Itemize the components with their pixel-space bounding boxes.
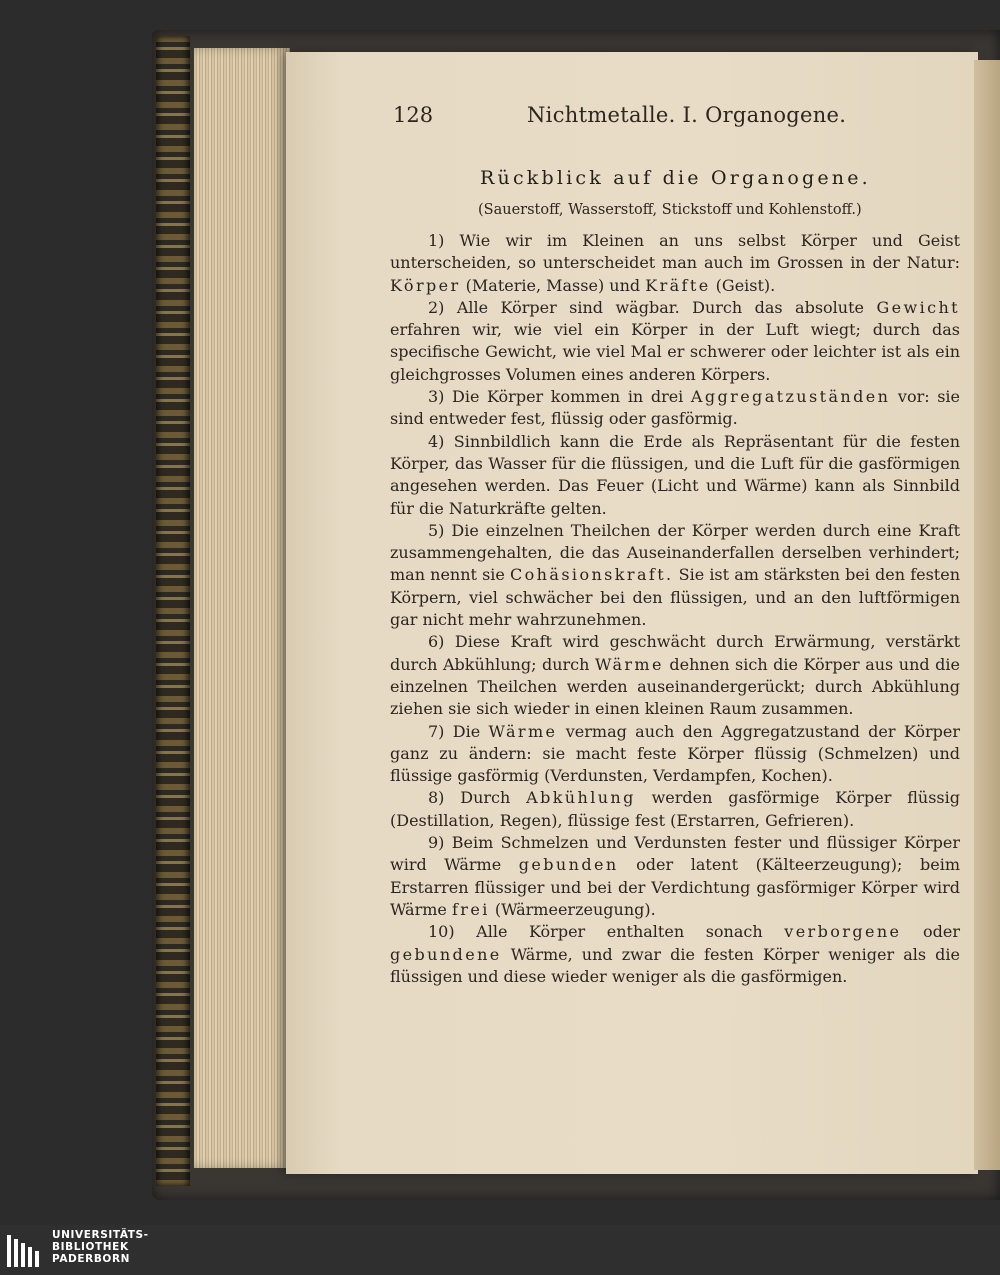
paragraph-text: (Wärmeerzeugung). <box>489 899 656 919</box>
paragraph-text: werden gasförmige Körper flüssig (Destillation, Regen), flüssige fest (Erstarren, Gefrieren). <box>390 788 960 830</box>
emphasized-term: gebunden <box>518 855 619 875</box>
section-subtitle: (Sauerstoff, Wasserstoff, Stickstoff und Kohlenstoff.) <box>478 202 862 218</box>
body-text <box>390 230 960 988</box>
paragraph-text: oder <box>901 922 960 942</box>
paragraph-text: (Materie, Masse) und <box>460 275 646 295</box>
emphasized-term: Gewicht <box>876 297 960 317</box>
paragraph-text: oder latent (Kälteerzeugung); beim Erstarren flüssiger und bei der Verdichtung gasförmiger Körper wird Wärme <box>390 855 961 919</box>
paragraph-text: Wärme, und zwar die festen Körper weniger als die flüssigen und diese wieder weniger als die gasförmigen. <box>390 944 960 986</box>
paragraph <box>390 520 960 631</box>
emphasized-term: verborgene <box>784 922 902 942</box>
paragraph-text: vermag auch den Aggregatzustand der Körper ganz zu ändern: sie macht feste Körper flüssig (Schmelzen) und flüssige gasförmig (Verdunsten, Verdampfen, Kochen). <box>390 721 960 786</box>
paragraph-text: 9) Beim Schmelzen und Verdunsten fester und flüssiger Körper wird Wärme <box>390 833 960 875</box>
paragraph-text: 3) Die Körper kommen in drei <box>428 387 691 407</box>
page-number: 128 <box>393 103 434 127</box>
paragraph-text: 8) Durch <box>428 788 527 808</box>
paragraph <box>390 297 960 386</box>
emphasized-term: Wärme <box>594 654 664 674</box>
book-spine <box>156 36 190 1186</box>
paragraph-text: 6) Diese Kraft wird geschwächt durch Erwärmung, verstärkt durch Abkühlung; durch <box>390 632 960 674</box>
paragraph-text: 7) Die <box>428 721 489 741</box>
paragraph <box>390 921 960 988</box>
paragraph-text: (Geist). <box>710 275 776 295</box>
emphasized-term: gebundene <box>390 944 502 964</box>
paragraph-text: 2) Alle Körper sind wägbar. Durch das absolute <box>428 297 877 317</box>
paragraph <box>390 787 960 832</box>
paragraph-text: vor: sie sind entweder fest, flüssig oder gasförmig. <box>390 387 961 429</box>
paragraph-text: Sie ist am stärksten bei den festen Körpern, viel schwächer bei den flüssigen, und an den luftförmigen gar nicht mehr wahrzunehmen. <box>390 565 960 630</box>
paragraph-text: 5) Die einzelnen Theilchen der Körper werden durch eine Kraft zusammengehalten, die das Auseinanderfallen derselben verhindert; man nennt sie <box>390 520 960 585</box>
paragraph <box>390 386 960 431</box>
paragraph-text: 4) Sinnbildlich kann die Erde als Repräsentant für die festen Körper, das Wasser für die flüssigen, und die Luft für die gasförmigen angesehen werden. Das Feuer (Licht und Wärme) kann als Sinnbild für die Naturkräfte gelten. <box>390 431 960 518</box>
paragraph <box>390 721 960 788</box>
page-edges <box>194 48 290 1168</box>
library-footer <box>0 1225 1000 1275</box>
paragraph-text: 1) Wie wir im Kleinen an uns selbst Körper und Geist unterscheiden, so unterscheidet man auch im Grossen in der Natur: <box>390 231 960 273</box>
emphasized-term: frei <box>451 899 490 919</box>
library-logo-icon <box>6 1233 46 1269</box>
page-fold-edge <box>974 60 1000 1170</box>
emphasized-term: Wärme <box>488 721 558 741</box>
paragraph-text: 10) Alle Körper enthalten sonach <box>428 922 785 942</box>
library-name-line2: BIBLIOTHEK <box>52 1241 129 1253</box>
emphasized-term: Abkühlung <box>526 788 636 808</box>
paragraph <box>390 230 960 297</box>
running-title: Nichtmetalle. I. Organogene. <box>527 103 847 127</box>
paragraph-text: erfahren wir, wie viel ein Körper in der Luft wiegt; durch das specifische Gewicht, wie viel Mal er schwerer oder leichter ist als ein gleichgrosses Volumen eines anderen Körpers. <box>390 320 960 384</box>
emphasized-term: Körper <box>390 275 461 295</box>
library-name-line1: UNIVERSITÄTS- <box>52 1229 149 1241</box>
paragraph <box>390 832 960 921</box>
paragraph <box>390 631 960 720</box>
paragraph-text: dehnen sich die Körper aus und die einzelnen Theilchen werden auseinandergerückt; durch Abkühlung ziehen sie sich wieder in einen kleinen Raum zusammen. <box>390 654 961 719</box>
library-name-line3: PADERBORN <box>52 1253 131 1265</box>
emphasized-term: Cohäsionskraft. <box>510 565 674 585</box>
emphasized-term: Aggregatzuständen <box>690 387 891 407</box>
section-title: Rückblick auf die Organogene. <box>480 167 871 189</box>
emphasized-term: Kräfte <box>645 275 711 295</box>
paragraph <box>390 431 960 520</box>
